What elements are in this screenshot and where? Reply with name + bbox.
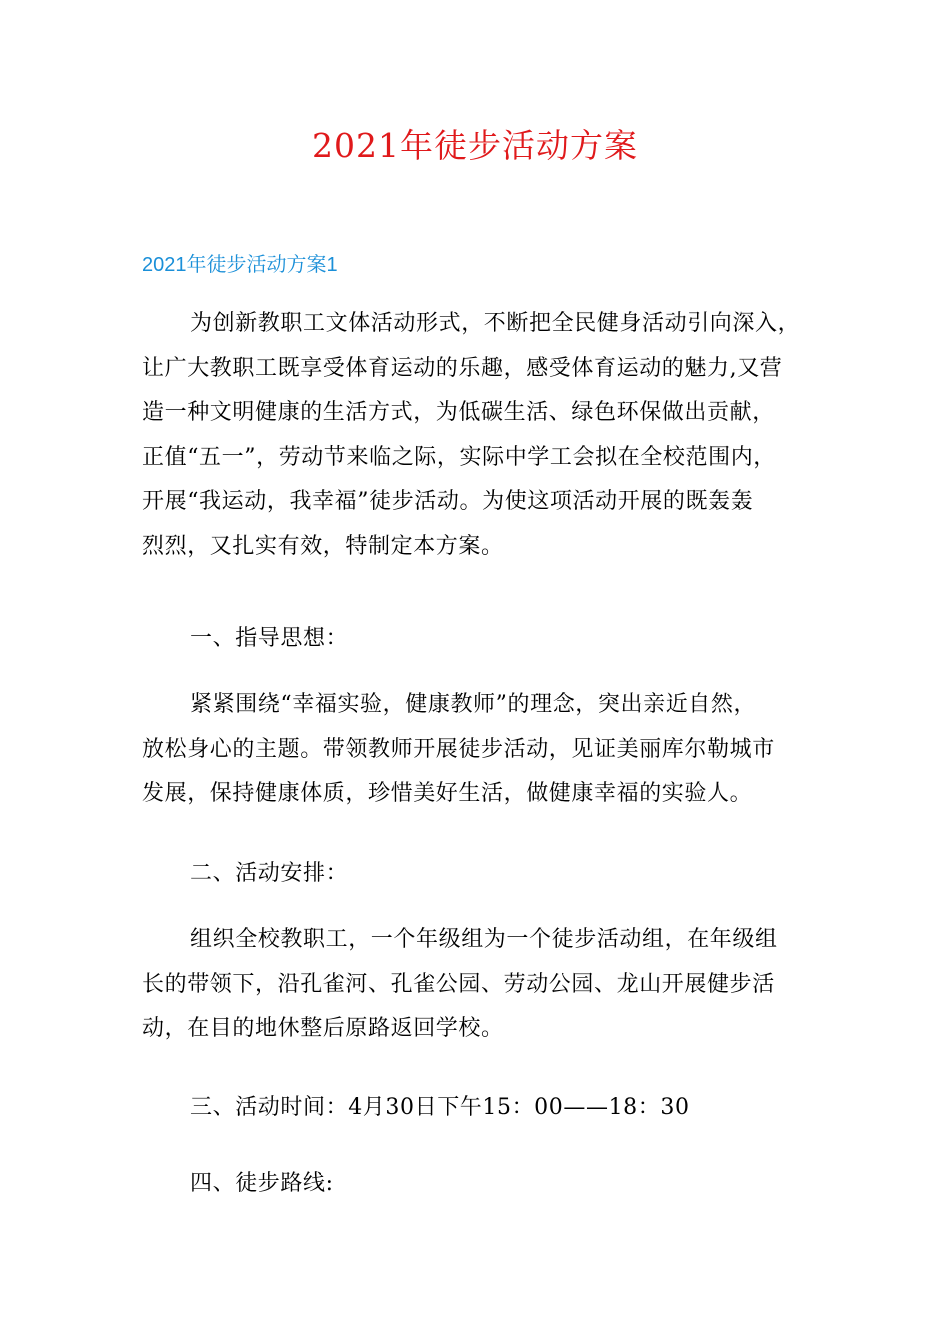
paragraph-line: 组织全校教职工，一个年级组为一个徒步活动组，在年级组 — [190, 927, 778, 952]
paragraph-line: 放松身心的主题。带领教师开展徒步活动，见证美丽库尔勒城市 — [142, 736, 775, 762]
heading-guiding-ideology: 一、指导思想： — [190, 626, 349, 651]
paragraph-line: 长的带领下，沿孔雀河、孔雀公园、劳动公园、龙山开展健步活 — [142, 971, 775, 997]
paragraph-line: 让广大教职工既享受体育运动的乐趣，感受体育运动的魅力,又营 — [142, 355, 783, 381]
paragraph-line: 烈烈，又扎实有效，特制定本方案。 — [142, 533, 504, 559]
heading-activity-time: 三、活动时间：4月30日下午15：00——18：30 — [190, 1095, 690, 1120]
guiding-paragraph — [142, 683, 814, 817]
document-title: 2021年徒步活动方案 — [312, 126, 638, 165]
paragraph-line: 动，在目的地休整后原路返回学校。 — [142, 1016, 504, 1041]
heading-activity-arrangement: 二、活动安排： — [190, 861, 349, 886]
paragraph-line: 正值“五一”，劳动节来临之际，实际中学工会拟在全校范围内， — [142, 444, 776, 470]
section-heading: 2021年徒步活动方案1 — [142, 254, 338, 276]
paragraph-line: 开展“我运动，我幸福”徒步活动。为使这项活动开展的既轰轰 — [142, 489, 754, 514]
paragraph-line: 紧紧围绕“幸福实验，健康教师”的理念，突出亲近自然， — [190, 692, 757, 717]
arrangement-paragraph — [142, 918, 814, 1052]
paragraph-line: 造一种文明健康的生活方式，为低碳生活、绿色环保做出贡献， — [142, 400, 775, 425]
intro-paragraph — [142, 302, 814, 569]
paragraph-line: 为创新教职工文体活动形式，不断把全民健身活动引向深入， — [190, 311, 801, 336]
heading-hiking-route: 四、徒步路线: — [190, 1171, 334, 1196]
paragraph-line: 发展，保持健康体质，珍惜美好生活，做健康幸福的实验人。 — [142, 781, 753, 806]
